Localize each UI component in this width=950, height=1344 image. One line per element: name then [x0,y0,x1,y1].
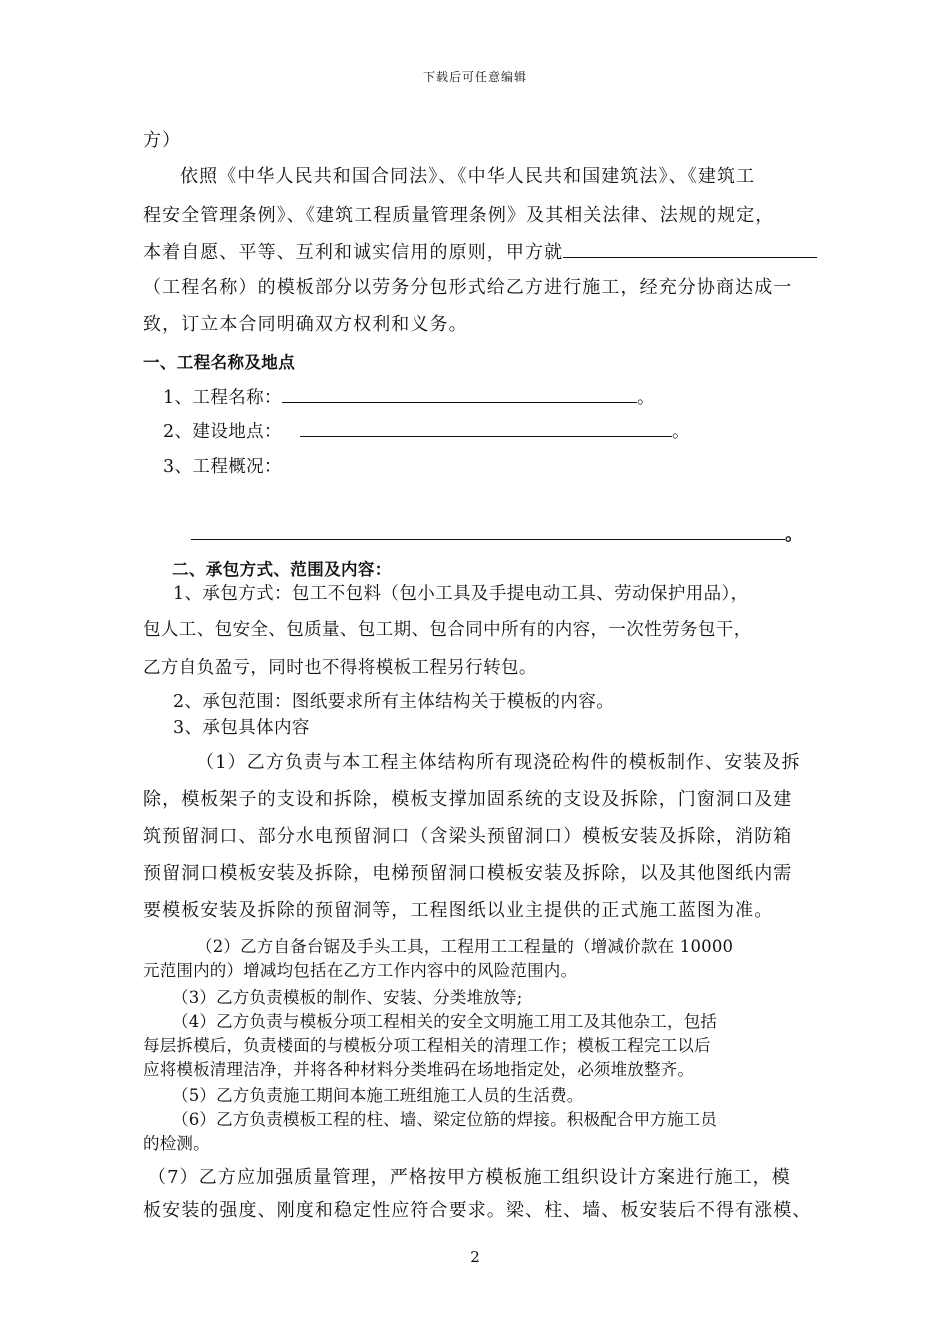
text-line: （6）乙方负责模板工程的柱、墙、梁定位筋的焊接。积极配合甲方施工员 [172,1110,718,1129]
project-name-blank[interactable] [563,242,817,258]
text-line: （5）乙方负责施工期间本施工班组施工人员的生活费。 [172,1086,584,1105]
text-line: 致，订立本合同明确双方权利和义务。 [143,314,468,335]
text-line: 方） [143,130,182,151]
text-line: 依照《中华人民共和国合同法》、《中华人民共和国建筑法》、《建筑工 [180,166,756,187]
text-segment: 。 [785,525,803,545]
text-line: （2）乙方自备台锯及手头工具，工程用工工程量的（增减价款在 10000 [196,937,734,956]
text-line: 筑预留洞口、部分水电预留洞口（含梁头预留洞口）模板安装及拆除，消防箱 [143,826,793,847]
text-line: 包人工、包安全、包质量、包工期、包合同中所有的内容，一次性劳务包干， [143,620,752,640]
text-line: 程安全管理条例》、《建筑工程质量管理条例》及其相关法律、法规的规定， [143,205,775,226]
text-line: 的检测。 [143,1134,210,1153]
text-line: （工程名称）的模板部分以劳务分包形式给乙方进行施工，经充分协商达成一 [143,277,793,298]
text-segment: 。 [671,422,690,442]
section-heading: 二、承包方式、范围及内容： [172,560,392,579]
form-line-site [163,418,690,443]
text-segment: 本着自愿、平等、互利和诚实信用的原则，甲方就 [143,242,564,263]
text-line: （4）乙方负责与模板分项工程相关的安全文明施工用工及其他杂工，包括 [172,1012,718,1031]
text-line: 板安装的强度、刚度和稳定性应符合要求。梁、柱、墙、板安装后不得有涨模、 [143,1200,812,1221]
field-label: 2、建设地点： [163,422,282,442]
field-label: 1、工程名称： [163,388,282,408]
text-line [143,238,817,264]
form-line-project-name [163,384,655,409]
site-address-field[interactable] [300,421,672,437]
text-line: 2、承包范围：图纸要求所有主体结构关于模板的内容。 [173,692,615,712]
text-line: 乙方自负盈亏，同时也不得将模板工程另行转包。 [143,658,537,678]
text-line: （7）乙方应加强质量管理，严格按甲方模板施工组织设计方案进行施工，模 [148,1167,791,1188]
overview-line [191,521,803,546]
section-heading: 一、工程名称及地点 [143,353,296,372]
text-line: 应将模板清理洁净，并将各种材料分类堆码在场地指定处，必须堆放整齐。 [143,1060,695,1079]
text-line: （3）乙方负责模板的制作、安装、分类堆放等; [172,988,523,1007]
text-line: 预留洞口模板安装及拆除，电梯预留洞口模板安装及拆除，以及其他图纸内需 [143,863,793,884]
text-line: 1、承包方式：包工不包料（包小工具及手提电动工具、劳动保护用品）， [173,584,749,604]
overview-field[interactable] [191,524,785,540]
text-line: （1）乙方负责与本工程主体结构所有现浇砼构件的模板制作、安装及拆 [196,752,801,773]
text-line: 除，模板架子的支设和拆除，模板支撑加固系统的支设及拆除，门窗洞口及建 [143,789,793,810]
text-line: 3、承包具体内容 [173,718,310,738]
form-line-overview: 3、工程概况： [163,457,282,477]
text-line: 元范围内的）增减均包括在乙方工作内容中的风险范围内。 [143,961,578,980]
text-line: 每层拆模后，负责楼面的与模板分项工程相关的清理工作；模板工程完工以后 [143,1036,711,1055]
header-note: 下载后可任意编辑 [422,70,527,84]
project-name-field[interactable] [282,387,637,403]
page-number: 2 [470,1248,480,1266]
text-segment: 。 [636,388,655,408]
text-line: 要模板安装及拆除的预留洞等，工程图纸以业主提供的正式施工蓝图为准。 [143,900,774,921]
